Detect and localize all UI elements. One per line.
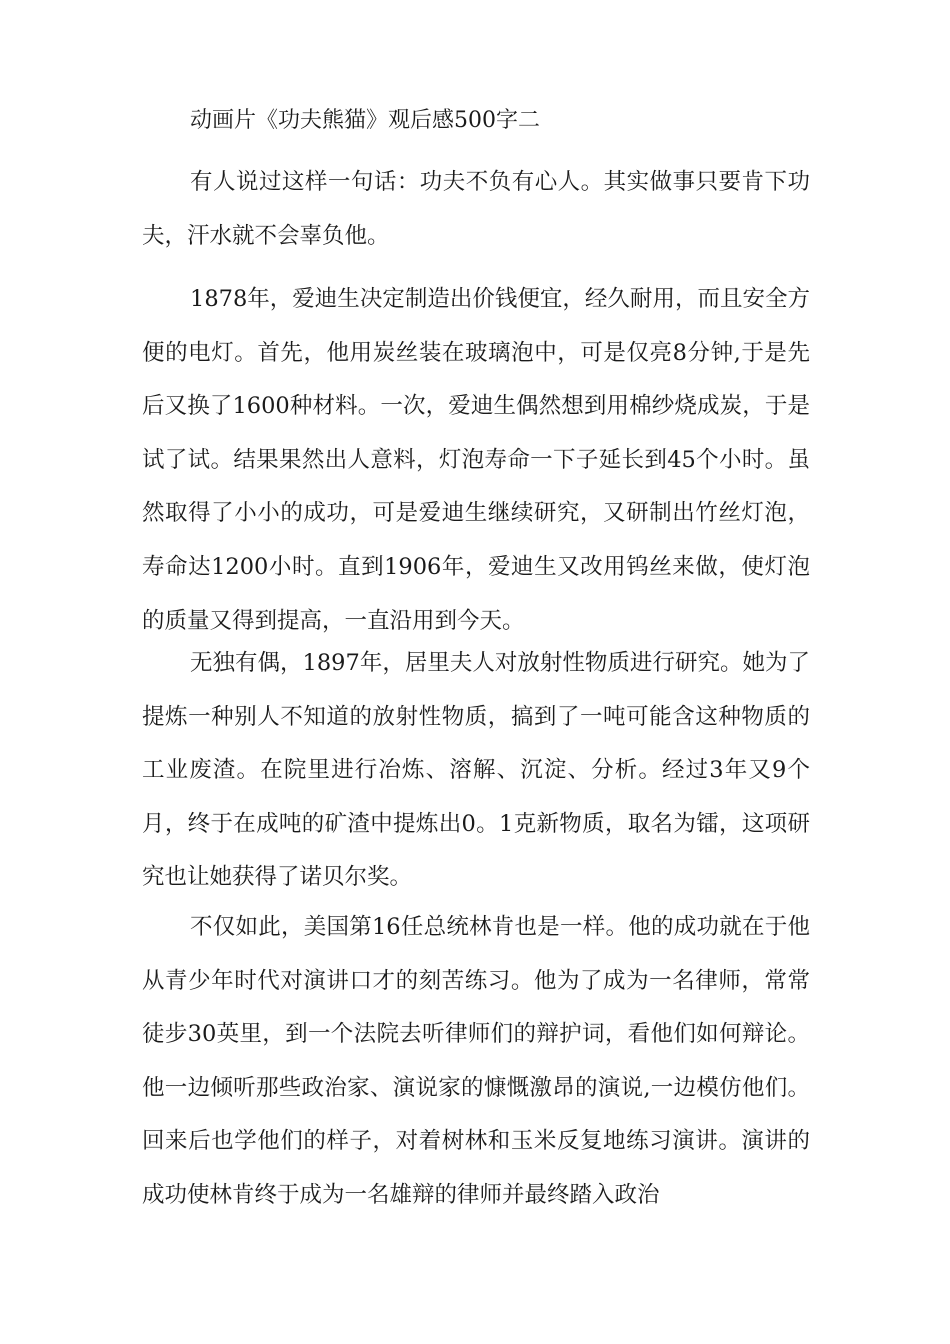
paragraph-lincoln: 不仅如此，美国第16任总统林肯也是一样。他的成功就在于他从青少年时代对演讲口才的刻苦练习。他为了成为一名律师，常常徒步30英里，到一个法院去听律师们的辩护词，看他们如何辩论。他一边倾听那些政治家、演说家的慷慨激昂的演说,一边模仿他们。回来后也学他们的样子，对着树林和玉米反复地练习演讲。演讲的成功使林肯终于成为一名雄辩的律师并最终踏入政治 bbox=[142, 914, 810, 1208]
paragraph-curie: 无独有偶，1897年，居里夫人对放射性物质进行研究。她为了提炼一种别人不知道的放射性物质，搞到了一吨可能含这种物质的工业废渣。在院里进行冶炼、溶解、沉淀、分析。经过3年又9个月，终于在成吨的矿渣中提炼出0。1克新物质，取名为镭，这项研究也让她获得了诺贝尔奖。 bbox=[142, 650, 810, 891]
document-title: 动画片《功夫熊猫》观后感500字二 bbox=[190, 108, 540, 133]
paragraph-intro: 有人说过这样一句话：功夫不负有心人。其实做事只要肯下功夫，汗水就不会辜负他。 bbox=[142, 169, 810, 249]
paragraph-edison: 1878年，爱迪生决定制造出价钱便宜，经久耐用，而且安全方便的电灯。首先，他用炭丝装在玻璃泡中，可是仅亮8分钟,于是先后又换了1600种材料。一次，爱迪生偶然想到用棉纱烧成炭，于是试了试。结果果然出人意料，灯泡寿命一下子延长到45个小时。虽然取得了小小的成功，可是爱迪生继续研究，又研制出竹丝灯泡，寿命达1200小时。直到1906年，爱迪生又改用钨丝来做，使灯泡的质量又得到提高，一直沿用到今天。 bbox=[142, 286, 810, 634]
